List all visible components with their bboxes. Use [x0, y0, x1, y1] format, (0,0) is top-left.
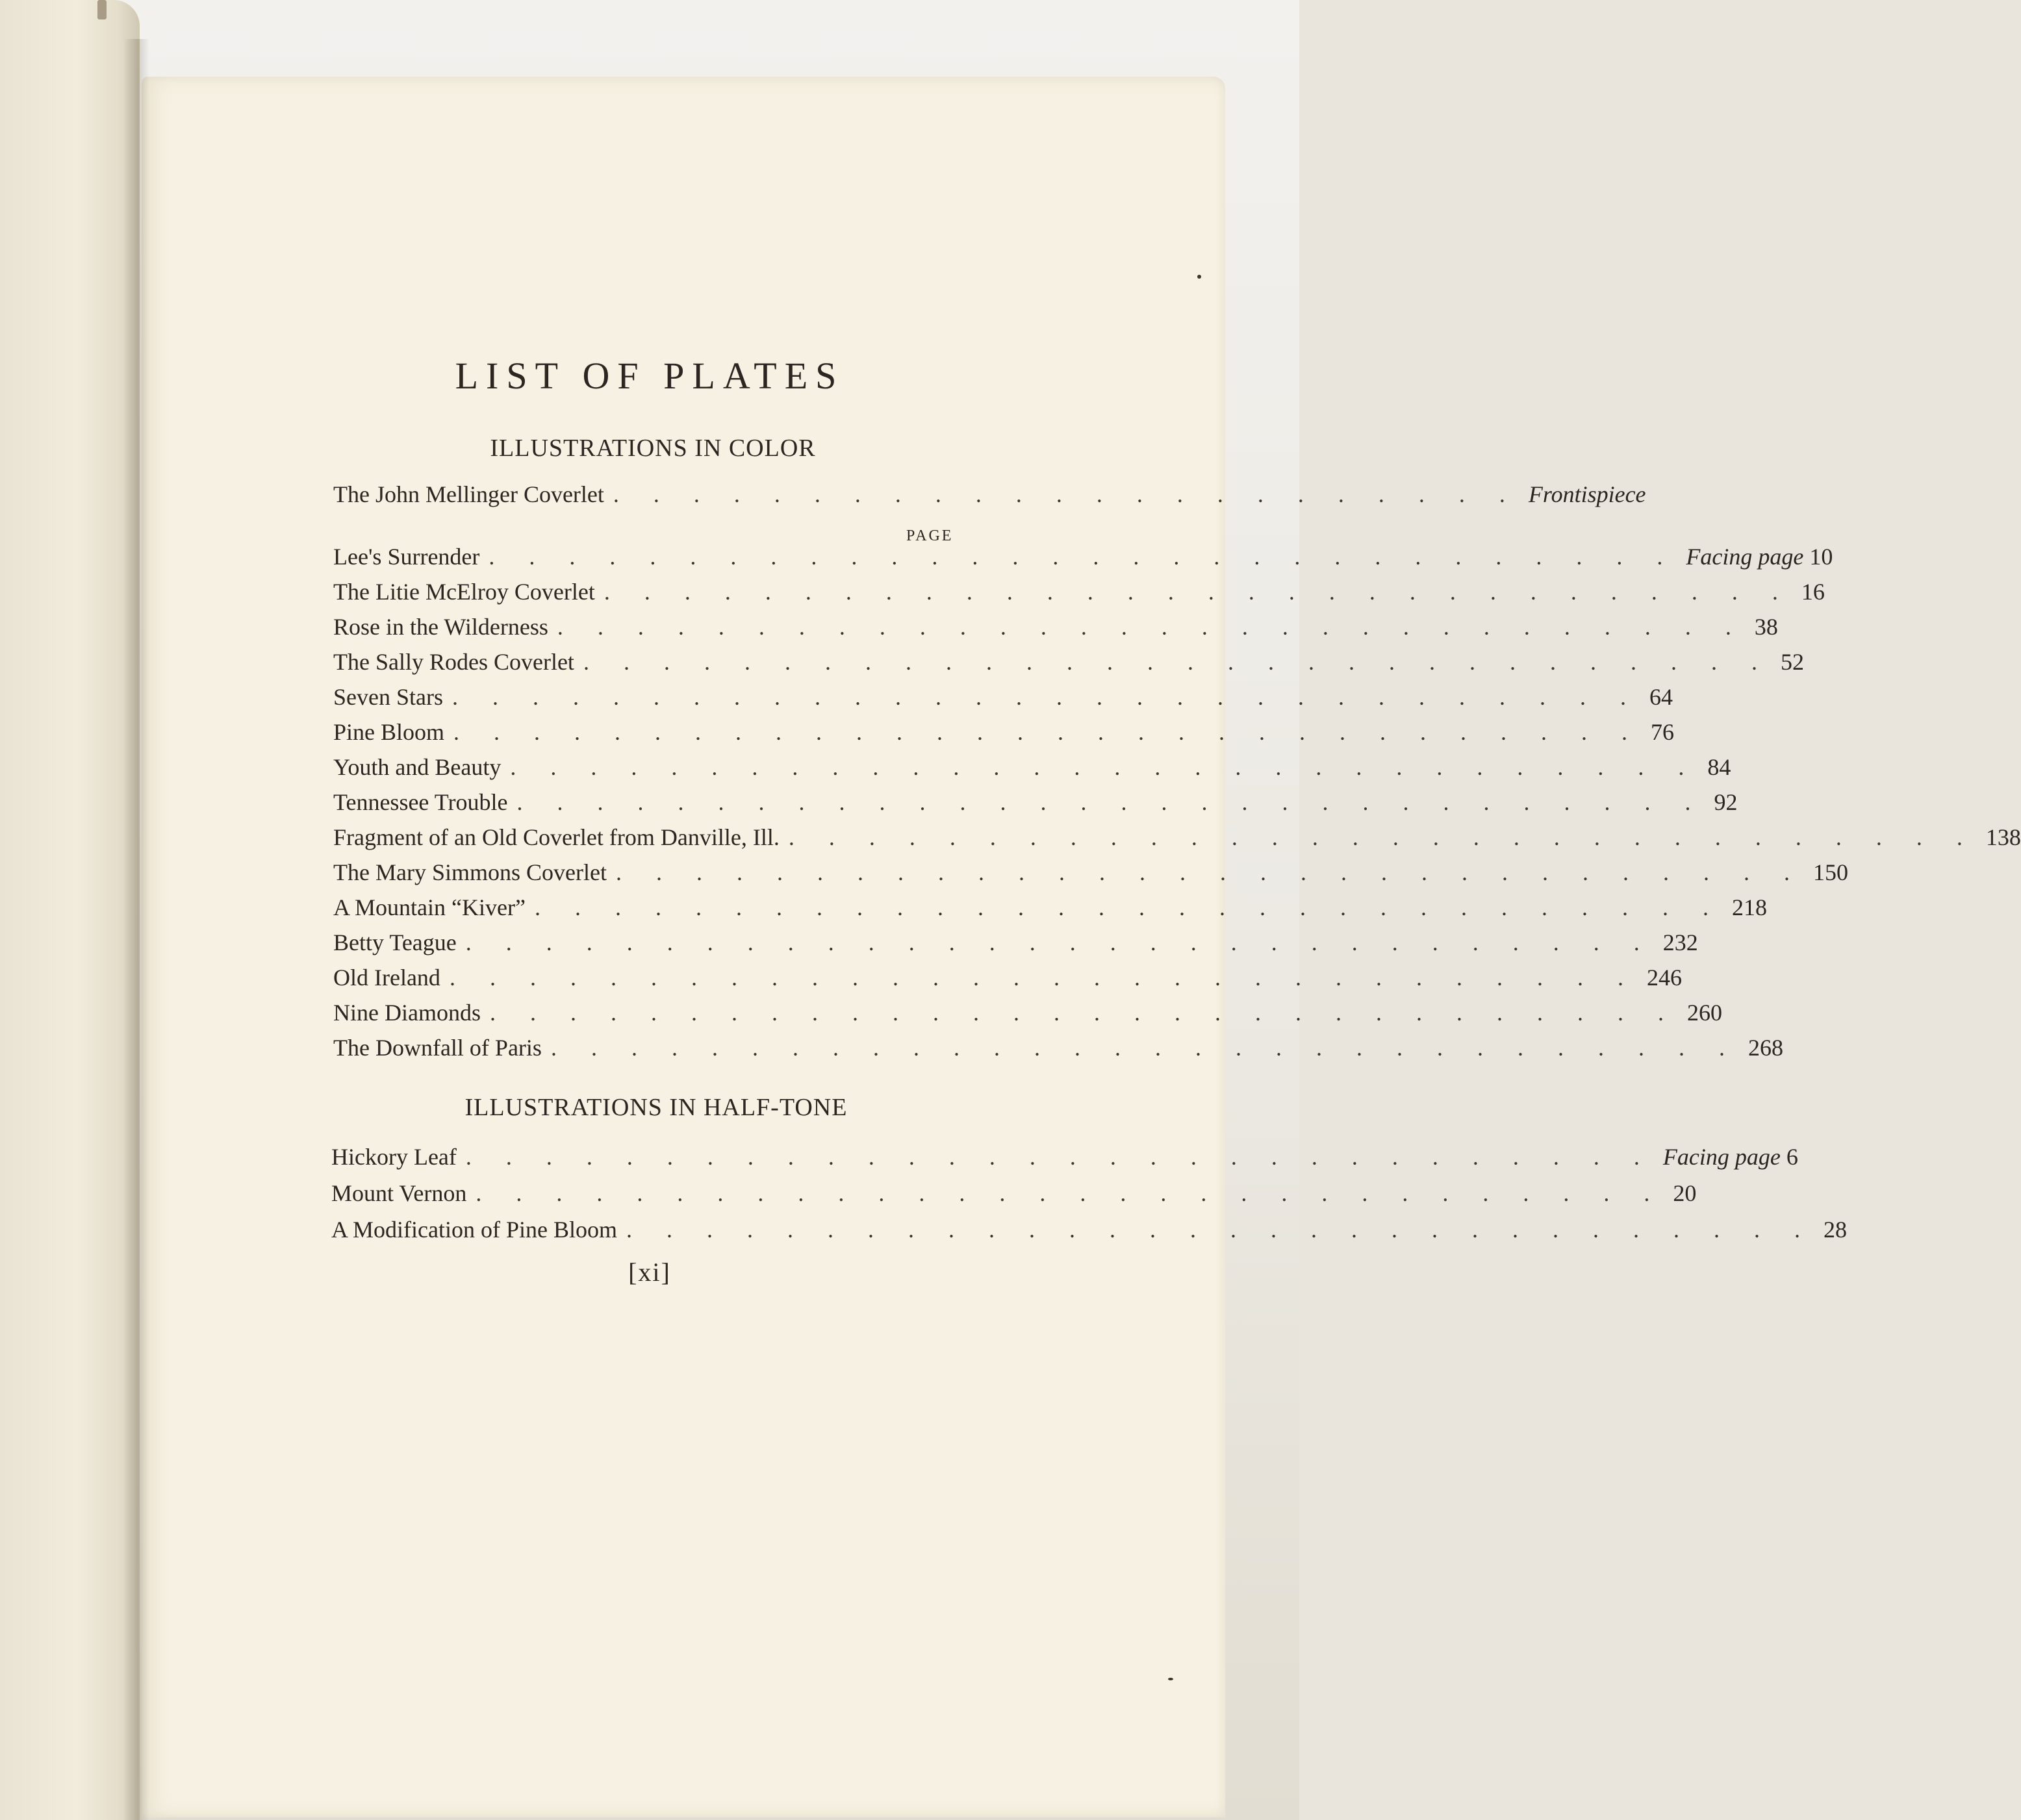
plate-page — [1801, 578, 1825, 605]
plate-row — [333, 543, 1833, 573]
page-number: 28 — [1823, 1217, 1847, 1243]
plate-title: The Mary Simmons Coverlet — [333, 859, 607, 885]
plate-row — [331, 1143, 1798, 1173]
plate-page — [1663, 1143, 1798, 1170]
dot-leader: . . . . . . . . . . . . . . . . . . . . . . . . . . . . . . — [788, 824, 1977, 850]
section-heading-halftone: ILLUSTRATIONS IN HALF-TONE — [464, 1094, 848, 1121]
page-number: 6 — [1786, 1144, 1798, 1170]
plate-page — [1748, 1034, 1783, 1061]
paper-speck — [1168, 1678, 1173, 1680]
dot-leader: . . . . . . . . . . . . . . . . . . . . . . . — [613, 481, 1519, 507]
plate-title: Pine Bloom — [333, 719, 445, 745]
plate-row — [333, 999, 1722, 1029]
page-title: LIST OF PLATES — [455, 355, 845, 397]
dot-leader: . . . . . . . . . . . . . . . . . . . . . . . . . . . . . . — [626, 1217, 1814, 1243]
plate-row — [333, 578, 1825, 608]
page-number: 260 — [1686, 1000, 1722, 1026]
plate-title: Seven Stars — [333, 684, 443, 710]
plate-page — [1707, 753, 1731, 781]
plate-page — [1673, 1180, 1696, 1207]
plate-row — [333, 789, 1738, 818]
plate-row — [333, 648, 1804, 678]
plate-row — [333, 929, 1698, 959]
dot-leader: . . . . . . . . . . . . . . . . . . . . . . . . . . . . . . — [453, 719, 1642, 745]
plate-row — [331, 1216, 1847, 1246]
plate-page — [1781, 648, 1804, 676]
plate-row — [333, 894, 1767, 924]
page-number: 246 — [1646, 965, 1682, 991]
facing-page-prefix: Facing page — [1662, 1144, 1781, 1170]
dot-leader: . . . . . . . . . . . . . . . . . . . . . . . . . . . . . . — [451, 684, 1640, 710]
page-number: 76 — [1651, 719, 1675, 745]
dot-leader: . . . . . . . . . . . . . . . . . . . . . . . . . . . . . . — [476, 1180, 1664, 1206]
plate-row — [333, 683, 1673, 713]
plate-title: A Mountain “Kiver” — [333, 894, 526, 920]
plate-row — [333, 753, 1731, 783]
facing-page-prefix: Facing page — [1686, 544, 1804, 570]
page-number: 268 — [1748, 1035, 1783, 1061]
plate-target: Frontispiece — [1528, 481, 1646, 507]
plate-title: Mount Vernon — [331, 1180, 467, 1206]
page-number: 84 — [1707, 754, 1731, 780]
page-number: 138 — [1985, 824, 2021, 850]
left-page-edge — [0, 0, 140, 1820]
plate-title: Betty Teague — [333, 929, 457, 955]
page-folio: [xi] — [628, 1258, 671, 1287]
plate-page — [1686, 543, 1833, 570]
dot-leader: . . . . . . . . . . . . . . . . . . . . . . . . . . . . . . — [465, 929, 1654, 955]
page-number: 38 — [1754, 614, 1778, 640]
page-number: 16 — [1801, 579, 1825, 605]
dot-leader: . . . . . . . . . . . . . . . . . . . . . . . . . . . . . . — [550, 1035, 1739, 1061]
dot-leader: . . . . . . . . . . . . . . . . . . . . . . . . . . . . . . — [489, 544, 1677, 570]
plate-title: The Downfall of Paris — [333, 1035, 542, 1061]
spine-shadow — [123, 39, 149, 1820]
plate-title: A Modification of Pine Bloom — [331, 1217, 617, 1243]
page-column-label: PAGE — [906, 527, 954, 544]
dot-leader: . . . . . . . . . . . . . . . . . . . . . . . . . . . . . . — [510, 754, 1699, 780]
dot-leader: . . . . . . . . . . . . . . . . . . . . . . . . . . . . . . — [604, 579, 1792, 605]
dot-leader: . . . . . . . . . . . . . . . . . . . . . . . . . . . . . . — [449, 965, 1638, 991]
plate-title: The Litie McElroy Coverlet — [333, 579, 595, 605]
page-number: 232 — [1662, 929, 1698, 955]
plate-page — [1651, 718, 1674, 746]
plate-page — [1824, 1216, 1847, 1243]
dot-leader: . . . . . . . . . . . . . . . . . . . . . . . . . . . . . . — [489, 1000, 1678, 1026]
plate-page — [1755, 613, 1778, 640]
section-heading-color: ILLUSTRATIONS IN COLOR — [490, 435, 816, 462]
plate-row-frontispiece — [333, 481, 1646, 511]
plate-row — [331, 1180, 1697, 1209]
dot-leader: . . . . . . . . . . . . . . . . . . . . . . . . . . . . . . — [615, 859, 1804, 885]
plate-title: Rose in the Wilderness — [333, 614, 548, 640]
paper-speck — [1197, 275, 1201, 279]
plate-page — [1813, 859, 1848, 886]
plate-row — [333, 964, 1682, 994]
plate-title: The John Mellinger Coverlet — [333, 481, 604, 507]
binding-thread — [97, 0, 107, 19]
dot-leader: . . . . . . . . . . . . . . . . . . . . . . . . . . . . . . — [465, 1144, 1654, 1170]
plate-page — [1649, 683, 1673, 711]
plate-title: Fragment of an Old Coverlet from Danville, Ill. — [333, 824, 780, 850]
plate-page — [1732, 894, 1767, 921]
plate-title: The Sally Rodes Coverlet — [333, 649, 574, 675]
plate-row — [333, 1034, 1783, 1064]
page-number: 10 — [1809, 544, 1833, 570]
plate-page — [1663, 929, 1698, 956]
page-number: 20 — [1673, 1180, 1697, 1206]
plate-title: Youth and Beauty — [333, 754, 502, 780]
plate-page — [1714, 789, 1737, 816]
plate-row — [333, 824, 2021, 853]
plate-title: Hickory Leaf — [331, 1144, 457, 1170]
plate-title: Old Ireland — [333, 965, 440, 991]
page-number: 218 — [1731, 894, 1767, 920]
plate-page — [1986, 824, 2021, 851]
dot-leader: . . . . . . . . . . . . . . . . . . . . . . . . . . . . . . — [516, 789, 1705, 815]
page-number: 52 — [1780, 649, 1804, 675]
plate-title: Tennessee Trouble — [333, 789, 508, 815]
dot-leader: . . . . . . . . . . . . . . . . . . . . . . . . . . . . . . — [557, 614, 1746, 640]
dot-leader: . . . . . . . . . . . . . . . . . . . . . . . . . . . . . . — [583, 649, 1772, 675]
dot-leader: . . . . . . . . . . . . . . . . . . . . . . . . . . . . . . — [534, 894, 1723, 920]
page-number: 150 — [1812, 859, 1848, 885]
plate-title: Nine Diamonds — [333, 1000, 481, 1026]
plate-page — [1647, 964, 1682, 991]
plate-title: Lee's Surrender — [333, 544, 480, 570]
plate-row — [333, 613, 1778, 643]
page-number: 92 — [1714, 789, 1738, 815]
plate-page — [1687, 999, 1722, 1026]
plate-row — [333, 718, 1675, 748]
plate-row — [333, 859, 1848, 889]
page-number: 64 — [1649, 684, 1673, 710]
